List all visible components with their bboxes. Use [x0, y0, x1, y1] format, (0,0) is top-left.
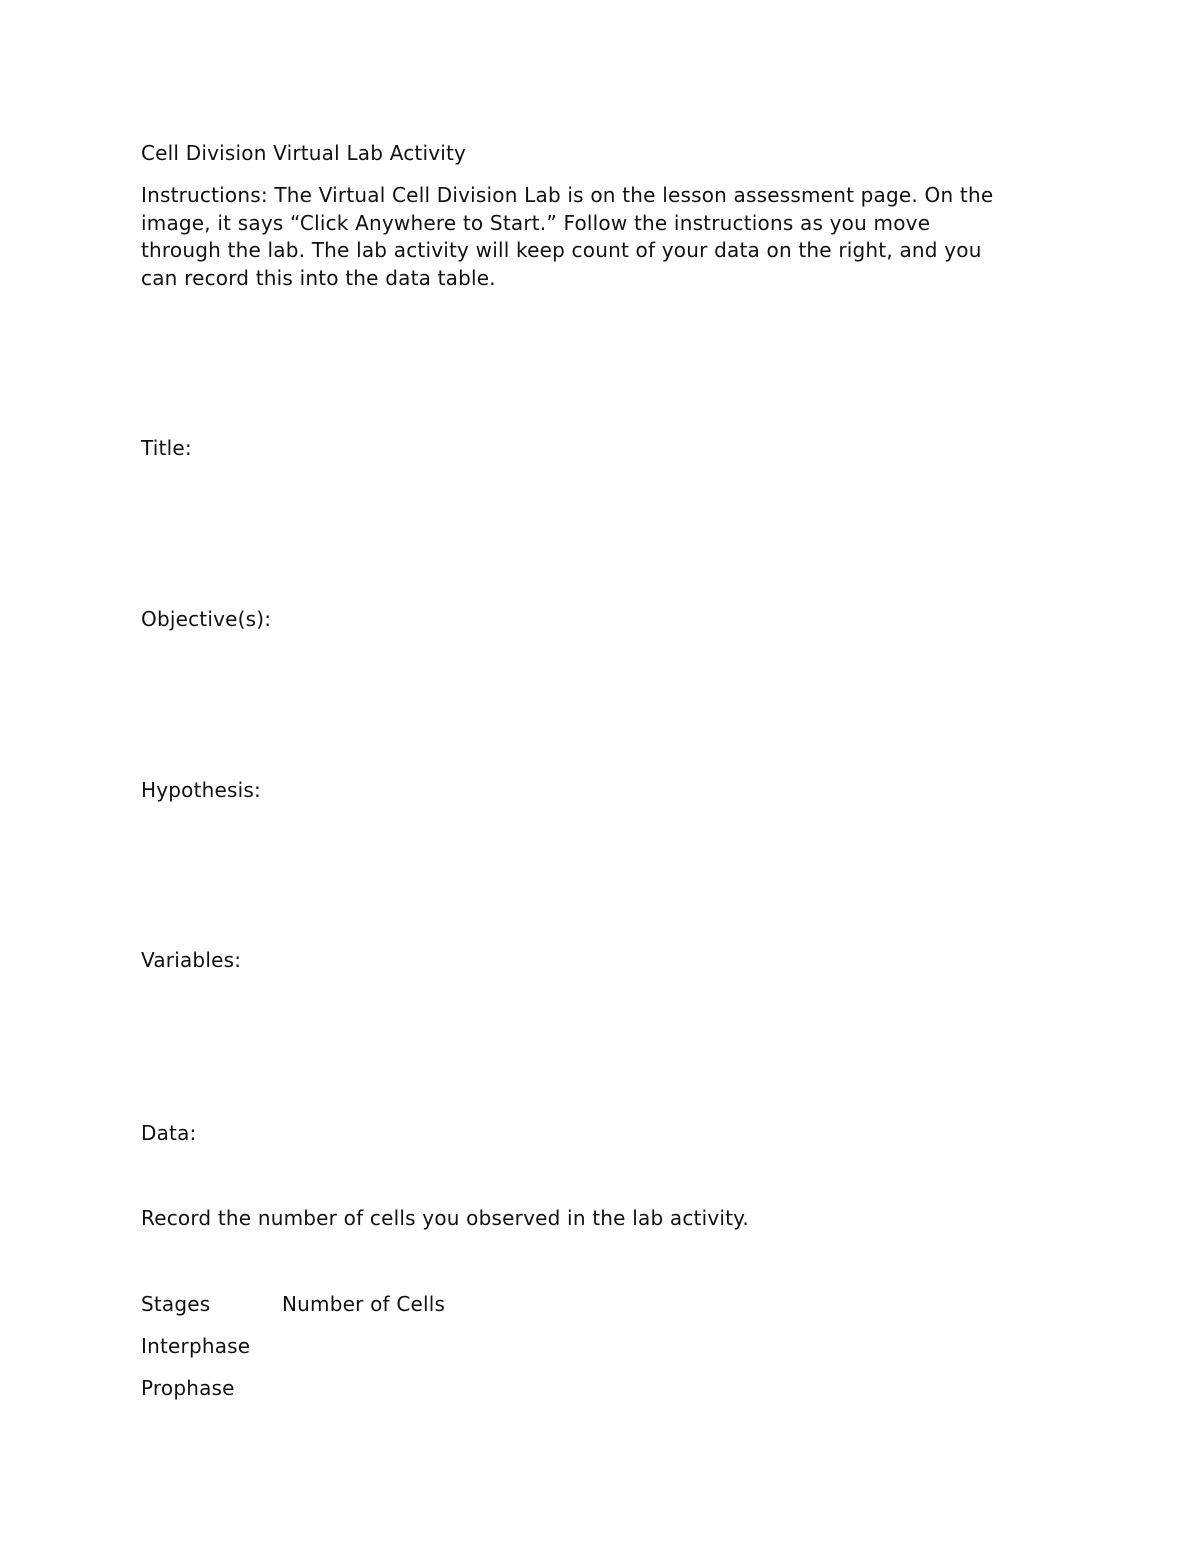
title-label: Title: [141, 436, 192, 460]
objectives-label: Objective(s): [141, 607, 272, 631]
instructions-line: through the lab. The lab activity will keep count of your data on the right, and you [141, 238, 982, 262]
table-cell-stage: Interphase [141, 1334, 251, 1358]
instructions-paragraph [141, 182, 1051, 292]
table-header-stages: Stages [141, 1292, 211, 1316]
data-instruction: Record the number of cells you observed in the lab activity. [141, 1206, 749, 1230]
document-title: Cell Division Virtual Lab Activity [141, 141, 467, 165]
instructions-line: Instructions: The Virtual Cell Division Lab is on the lesson assessment page. On the [141, 183, 994, 207]
hypothesis-label: Hypothesis: [141, 778, 261, 802]
data-label: Data: [141, 1121, 197, 1145]
instructions-line: image, it says “Click Anywhere to Start.” Follow the instructions as you move [141, 210, 931, 235]
table-header-number-of-cells: Number of Cells [282, 1292, 446, 1316]
table-cell-stage: Prophase [141, 1376, 235, 1400]
variables-label: Variables: [141, 948, 242, 972]
instructions-line: can record this into the data table. [141, 265, 496, 290]
